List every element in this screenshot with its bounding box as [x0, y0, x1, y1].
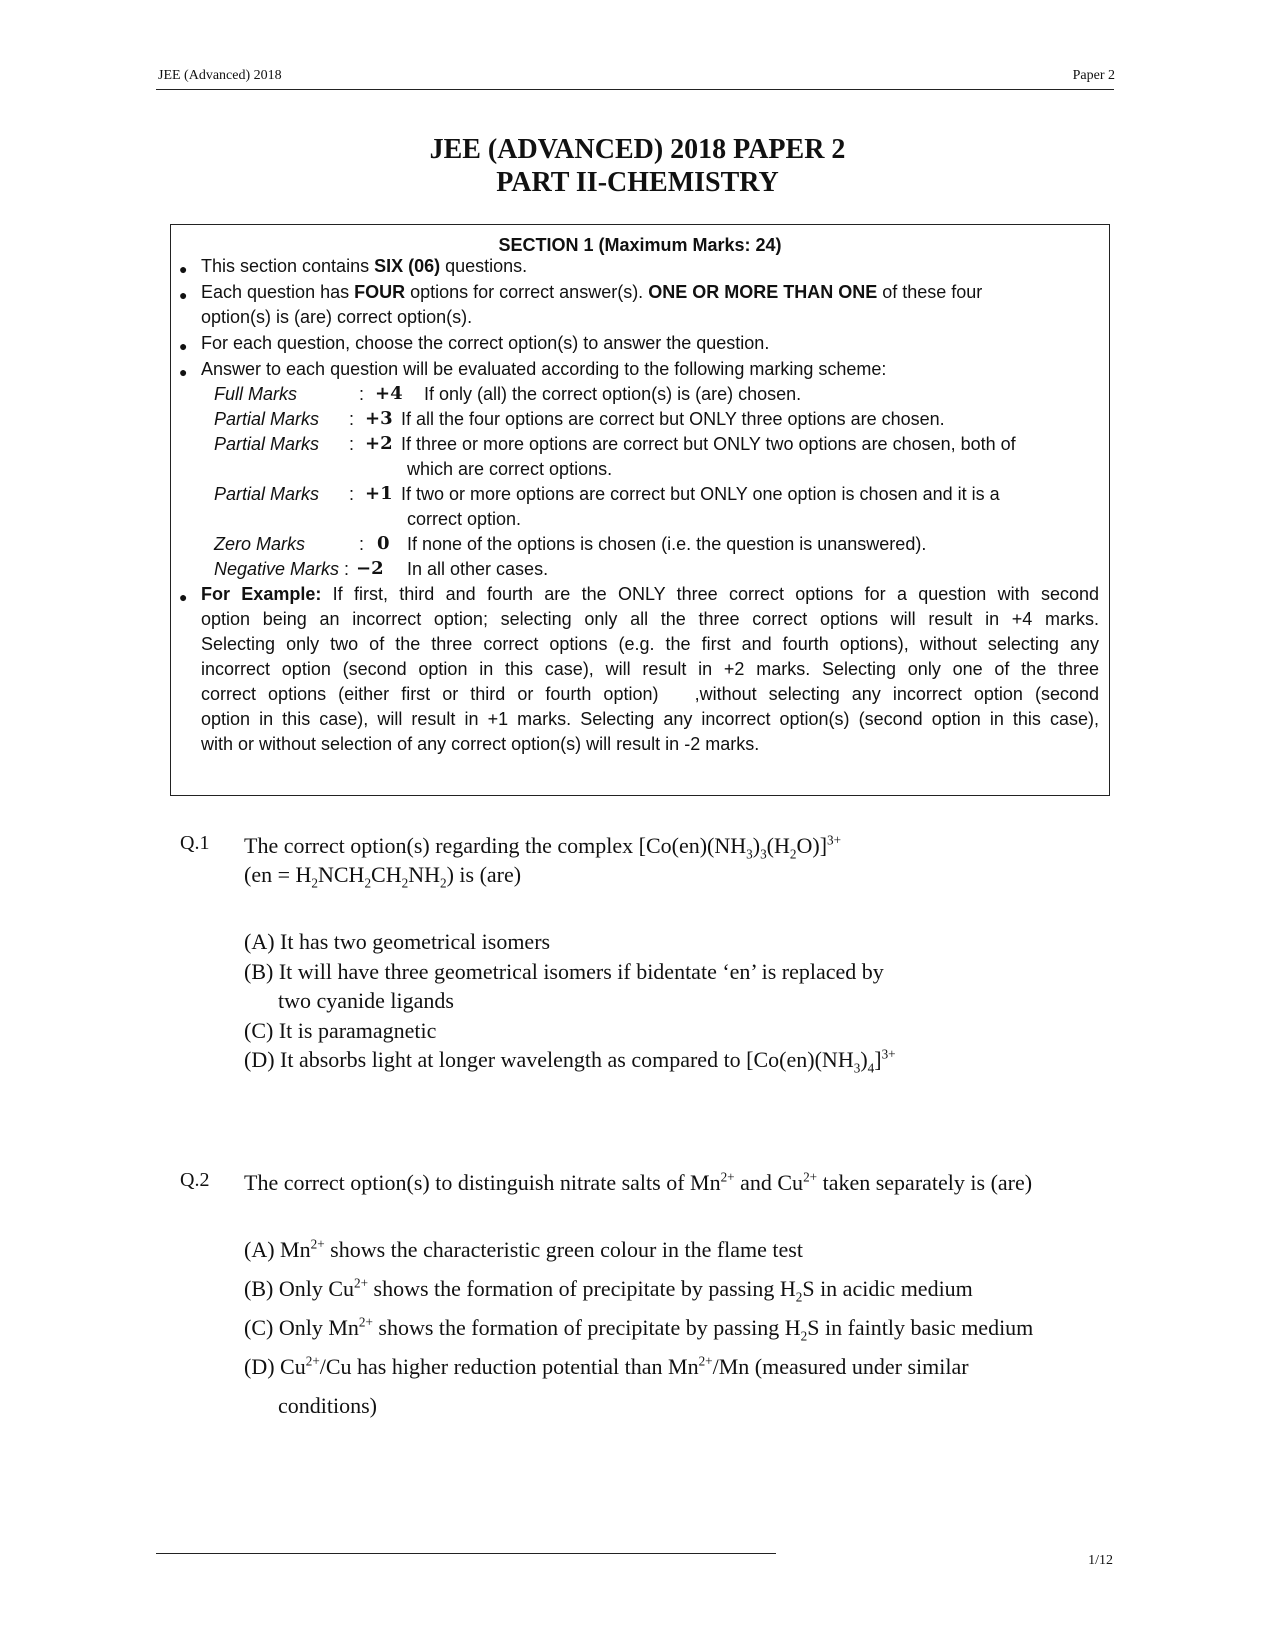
option-a[interactable]: (A) It has two geometrical isomers	[244, 929, 551, 954]
option-d[interactable]: (D) $Cu^{2+}/Cu$ has higher reduction potential than $Mn^{2+}/Mn$ (measured under similar	[244, 1353, 969, 1379]
question-stem: The correct option(s) to distinguish nitrate salts of $Mn^{2+}$ and $Cu^{2+}$ taken separately is (are)	[244, 1169, 1033, 1195]
option-d[interactable]: (D) It absorbs light at longer wavelength as compared to $[Co(en)(NH_3)_4]^{3+}$	[244, 1046, 896, 1076]
instruction-2: Each question has FOUR options for correct answer(s). ONE OR MORE THAN ONE of these four	[201, 282, 983, 302]
option-b[interactable]: (B) It will have three geometrical isomers if bidentate ‘en’ is replaced by	[244, 959, 884, 984]
option-b[interactable]: (B) Only $Cu^{2+}$ shows the formation of precipitate by passing $H_2S$ in acidic medium	[244, 1275, 973, 1305]
part-title: PART II-CHEMISTRY	[496, 167, 779, 198]
running-header-left: JEE (Advanced) 2018	[158, 68, 282, 83]
bullet-icon: ●	[179, 589, 188, 605]
bullet-icon: ●	[179, 287, 188, 303]
page-number: 1/12	[1088, 1553, 1113, 1568]
header-divider	[156, 89, 1114, 90]
question-stem: The correct option(s) regarding the complex $[Co(en)(NH_3)_3(H_2O)]^{3+}$	[244, 832, 842, 862]
footer-divider	[156, 1553, 776, 1554]
option-c[interactable]: (C) Only $Mn^{2+}$ shows the formation of precipitate by passing $H_2S$ in faintly basic medium	[244, 1314, 1034, 1344]
instruction-1: This section contains SIX (06) questions.	[201, 256, 528, 276]
instruction-3: For each question, choose the correct option(s) to answer the question.	[201, 333, 770, 353]
question-number: Q.1	[180, 832, 210, 854]
instructions-box: SECTION 1 (Maximum Marks: 24) ● This section contains SIX (06) questions. ● Each question has FOUR options for correct answer(s). ONE OR MORE THAN ONE of these four option(s) is (are) correct option(s). ● For each question, choose the correct option(s) to answer the question. ● Answer to each question will be evaluated according to the following marking scheme: Full Marks : +4 If only (all) the correct option(s) is (are) chosen. Partial Marks : +3 If all the four options are correct but ONLY three options are chosen. Partial Marks : +2 If three or more options are correct but ONLY two options are chosen, both of which are correct options. Partial Marks : +1 If two or more options are correct but ONLY one option is chosen and it is a correct option. Zero Marks : 0 If none of the options is chosen (i.e. the question is unanswered). Negative Marks : −2 In all other cases. ● For Example: If first, third and fourth are the ONLY three correct options for a question with second option being an incorrect option; selecting only all the three correct options will result in +4 marks. Selecting only two of the three correct options (e.g. the first and fourth options), without selecting any incorrect option (second option in this case), will result in +2 marks. Selecting only one of the three correct options (either first or third or fourth option) ,without selecting any incorrect option (second option in this case), will result in +1 marks. Selecting any incorrect option(s) (second option in this case), with or without selection of any correct option(s) will result in -2 marks.	[170, 224, 1110, 796]
option-c[interactable]: (C) It is paramagnetic	[244, 1018, 437, 1043]
option-b-cont: two cyanide ligands	[278, 988, 454, 1013]
bullet-icon: ●	[179, 338, 188, 354]
bullet-icon: ●	[179, 364, 188, 380]
question-stem-cont: $(en = H_2NCH_2CH_2NH_2)$ is (are)	[244, 862, 522, 891]
paper-title: JEE (ADVANCED) 2018 PAPER 2	[429, 134, 846, 165]
question-number: Q.2	[180, 1169, 210, 1191]
section-title: SECTION 1 (Maximum Marks: 24)	[498, 235, 782, 255]
instruction-4: Answer to each question will be evaluated according to the following marking scheme:	[201, 359, 887, 379]
instruction-2-cont: option(s) is (are) correct option(s).	[201, 307, 473, 327]
option-d-cont: conditions)	[278, 1393, 377, 1418]
bullet-icon: ●	[179, 261, 188, 277]
option-a[interactable]: (A) $Mn^{2+}$ shows the characteristic green colour in the flame test	[244, 1236, 803, 1262]
running-header-right: Paper 2	[1072, 68, 1115, 83]
